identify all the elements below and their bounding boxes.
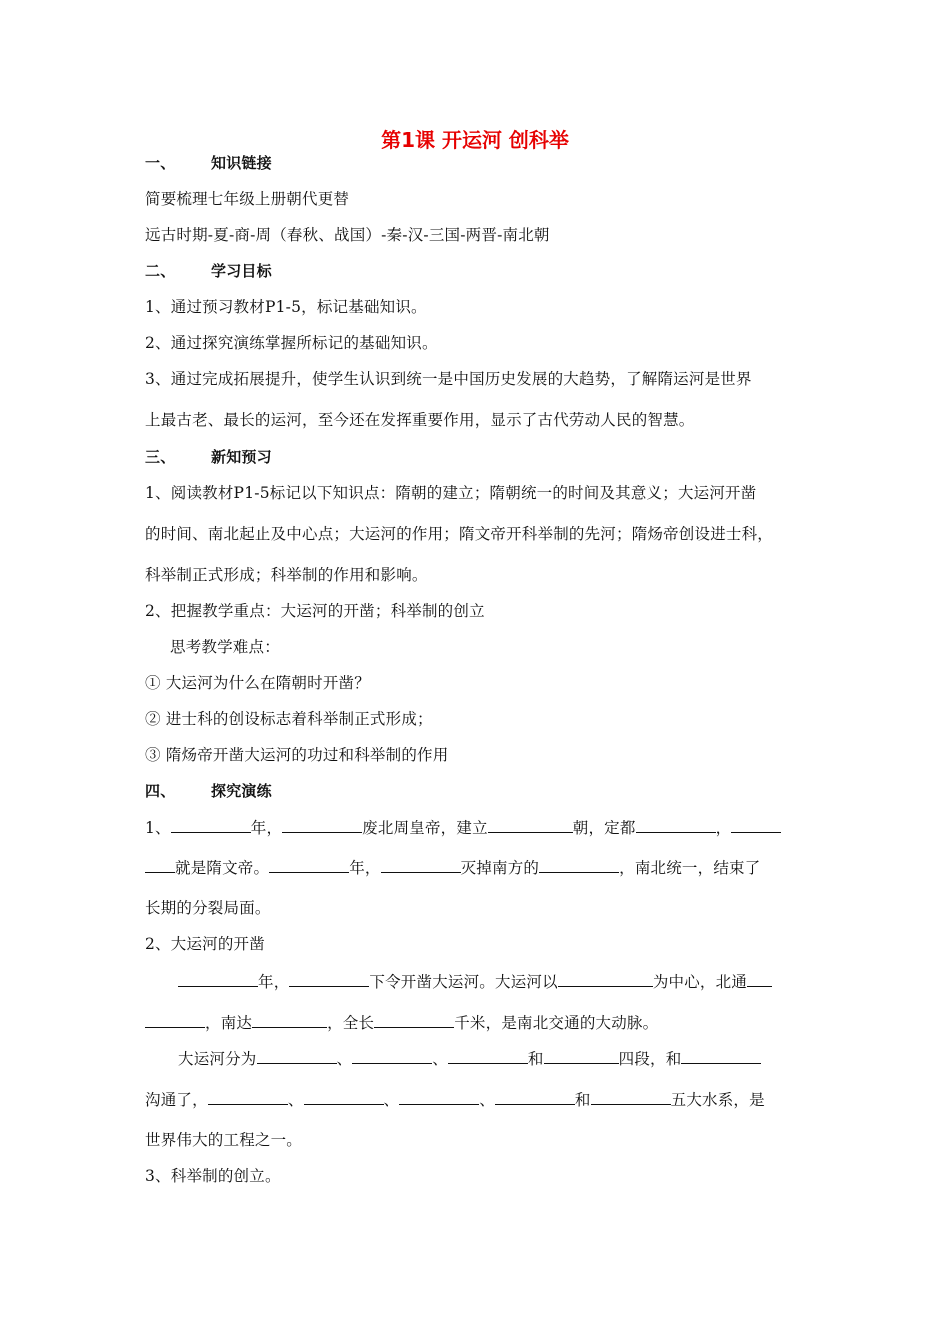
text: 年，	[349, 859, 381, 877]
blank[interactable]	[448, 1047, 528, 1064]
blank[interactable]	[289, 970, 369, 987]
question-2-line-3	[178, 1047, 761, 1070]
text: 千米，是南北交通的大动脉。	[454, 1014, 659, 1032]
section-title: 探究演练	[211, 782, 272, 800]
text: 为中心，北通	[652, 973, 748, 991]
section-title: 知识链接	[211, 154, 272, 172]
question-1-line-1	[145, 816, 781, 839]
blank[interactable]	[381, 856, 461, 873]
section-number: 三、	[145, 448, 176, 466]
text: 、	[287, 1091, 304, 1109]
text: ，南达	[205, 1014, 253, 1032]
blank[interactable]	[591, 1088, 671, 1105]
text-line: 科举制正式形成；科举制的作用和影响。	[145, 566, 428, 584]
blank[interactable]	[681, 1047, 761, 1064]
question-1-line-2	[145, 856, 760, 879]
text: 年，	[250, 819, 283, 837]
blank[interactable]	[145, 856, 175, 873]
text: 下令开凿大运河。大运河以	[369, 973, 558, 991]
text-line: 上最古老、最长的运河，至今还在发挥重要作用，显示了古代劳动人民的智慧。	[145, 411, 695, 429]
text: 1、	[145, 819, 171, 837]
question-2-line-2	[145, 1011, 658, 1034]
text: 和	[574, 1091, 591, 1109]
text: ，南北统一，结束了	[619, 859, 761, 877]
blank[interactable]	[252, 1011, 327, 1028]
section-title: 新知预习	[211, 448, 272, 466]
text: 朝，定都	[572, 819, 636, 837]
section-number: 四、	[145, 782, 176, 800]
text-line: 世界伟大的工程之一。	[145, 1131, 303, 1149]
blank[interactable]	[269, 856, 349, 873]
text-line: ① 大运河为什么在隋朝时开凿？	[145, 674, 370, 692]
question-3-heading: 3、科举制的创立。	[145, 1167, 281, 1185]
section-title: 学习目标	[211, 262, 272, 280]
blank[interactable]	[282, 816, 362, 833]
section-number: 一、	[145, 154, 176, 172]
blank[interactable]	[208, 1088, 288, 1105]
text-line: 思考教学难点：	[170, 638, 280, 656]
section-heading-1	[145, 152, 272, 174]
text: 、	[383, 1091, 400, 1109]
section-heading-2	[145, 260, 272, 282]
blank[interactable]	[374, 1011, 454, 1028]
text: 就是隋文帝。	[175, 859, 270, 877]
text-line: 的时间、南北起止及中心点；大运河的作用；隋文帝开科举制的先河；隋炀帝创设进士科，	[145, 525, 774, 543]
blank[interactable]	[539, 856, 619, 873]
question-2-heading: 2、大运河的开凿	[145, 935, 265, 953]
text-line: 简要梳理七年级上册朝代更替	[145, 190, 350, 208]
blank[interactable]	[257, 1047, 337, 1064]
text: ，全长	[327, 1014, 375, 1032]
text-line: 远古时期-夏-商-周（春秋、战国）-秦-汉-三国-两晋-南北朝	[145, 226, 550, 244]
lesson-title: 第1课 开运河 创科举	[381, 128, 569, 152]
blank[interactable]	[747, 970, 772, 987]
text-line: 2、把握教学重点：大运河的开凿；科举制的创立	[145, 602, 485, 620]
text: 四段，和	[618, 1050, 682, 1068]
text: 年，	[258, 973, 290, 991]
question-2-line-4	[145, 1088, 765, 1111]
blank[interactable]	[488, 816, 573, 833]
text-line: 3、通过完成拓展提升，使学生认识到统一是中国历史发展的大趋势，了解隋运河是世界	[145, 370, 752, 388]
text-line: ② 进士科的创设标志着科举制正式形成；	[145, 710, 433, 728]
text: 沟通了，	[145, 1091, 208, 1109]
blank[interactable]	[352, 1047, 432, 1064]
text-line: ③ 隋炀帝开凿大运河的功过和科举制的作用	[145, 746, 449, 764]
blank[interactable]	[544, 1047, 619, 1064]
text: 、	[336, 1050, 353, 1068]
text: 废北周皇帝，建立	[362, 819, 488, 837]
text-line: 1、阅读教材P1-5标记以下知识点：隋朝的建立；隋朝统一的时间及其意义；大运河开凿	[145, 484, 757, 502]
question-2-line-1	[178, 970, 772, 993]
text-line: 2、通过探究演练掌握所标记的基础知识。	[145, 334, 438, 352]
text: 五大水系，是	[670, 1091, 765, 1109]
section-heading-4	[145, 780, 272, 802]
text: ，	[715, 819, 732, 837]
text-line: 1、通过预习教材P1-5，标记基础知识。	[145, 298, 427, 316]
blank[interactable]	[495, 1088, 575, 1105]
text: 大运河分为	[178, 1050, 257, 1068]
blank[interactable]	[636, 816, 716, 833]
blank[interactable]	[171, 816, 251, 833]
blank[interactable]	[178, 970, 258, 987]
text: 和	[527, 1050, 544, 1068]
text-line: 长期的分裂局面。	[145, 899, 271, 917]
section-heading-3	[145, 446, 272, 468]
blank[interactable]	[558, 970, 653, 987]
blank[interactable]	[304, 1088, 384, 1105]
text: 、	[432, 1050, 448, 1068]
blank[interactable]	[145, 1011, 205, 1028]
text: 、	[479, 1091, 495, 1109]
section-number: 二、	[145, 262, 176, 280]
text: 灭掉南方的	[460, 859, 540, 877]
blank[interactable]	[399, 1088, 479, 1105]
blank[interactable]	[731, 816, 781, 833]
